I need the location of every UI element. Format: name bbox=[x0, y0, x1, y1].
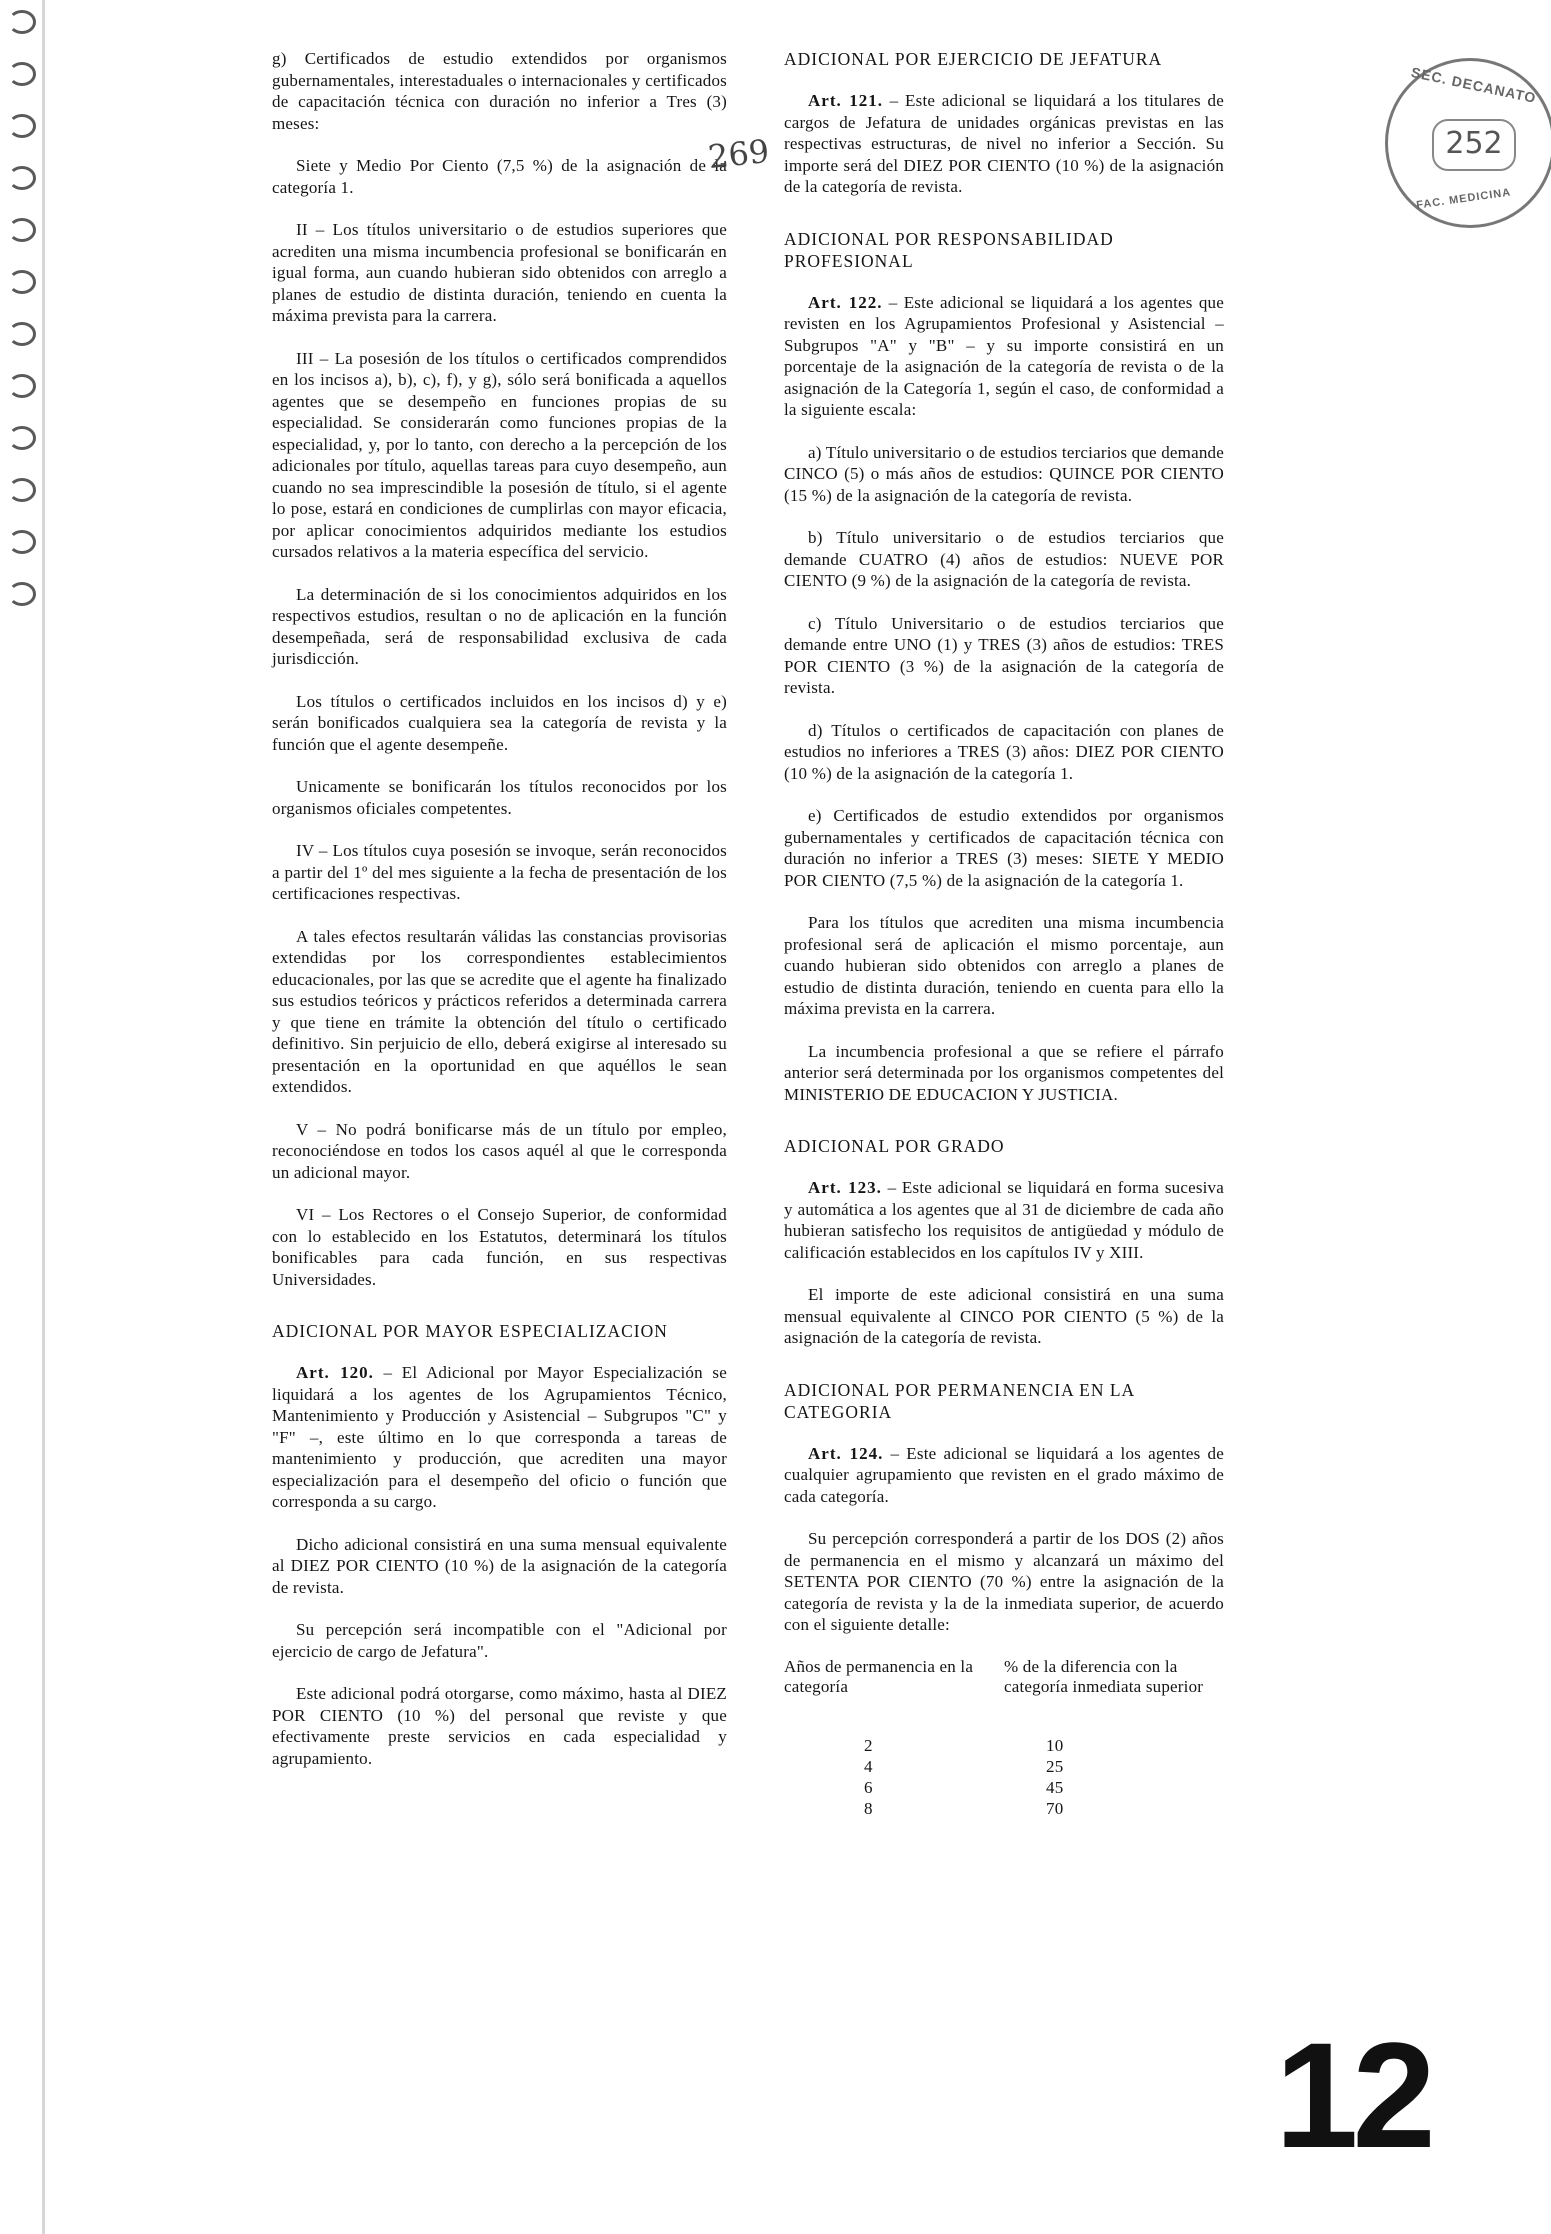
paragraph: Dicho adicional consistirá en una suma mensual equivalente al DIEZ POR CIENTO (10 %) de la asignación de la categoría de revista. bbox=[272, 1534, 727, 1597]
scale-item: c) Título Universitario o de estudios terciarios que demande entre UNO (1) y TRES (3) años de estudios: TRES POR CIENTO (3 %) de la asignación de la categoría de revista. bbox=[784, 613, 1224, 697]
binder-ring bbox=[8, 62, 36, 86]
page-edge bbox=[42, 0, 45, 2234]
table-cell-years: 2 bbox=[864, 1735, 873, 1755]
scale-item: b) Título universitario o de estudios terciarios que demande CUATRO (4) años de estudios: NUEVE POR CIENTO (9 %) de la asignación de la categoría de revista. bbox=[784, 528, 1224, 590]
binder-ring bbox=[8, 218, 36, 242]
table-cell-percentage: 25 bbox=[1046, 1756, 1064, 1776]
section-heading: ADICIONAL POR PERMANENCIA EN LA CATEGORIA bbox=[784, 1379, 1135, 1422]
stamp-bottom-text: FAC. MEDICINA bbox=[1415, 186, 1512, 212]
paragraph: III – La posesión de los títulos o certificados comprendidos en los incisos a), b), c), f), y g), sólo será bonificada a aquellos agentes que se desempeño en funciones propias de su especialidad. Se considerarán como funciones propias de la especialidad, y, por lo tanto, con derecho a la percepción de los adicionales por título, aquellas tareas para cuyo desempeño, aun cuando no sea imprescindible la posesión de título, si el agente lo pose, estará en condiciones de cumplirlas con mayor eficacia, por aplicar conocimientos adquiridos mediante los estudios cursados relativos a la materia específica del servicio. bbox=[272, 348, 727, 561]
binder-ring bbox=[8, 582, 36, 606]
paragraph: Para los títulos que acrediten una misma incumbencia profesional será de aplicación el mismo porcentaje, aun cuando hubieran sido obtenidos con arreglo a planes de estudio de distinta duración, teniendo en cuenta para ello la máxima prevista en la carrera. bbox=[784, 913, 1224, 1018]
table-header-years: Años de permanencia en la categoría bbox=[784, 1656, 974, 1696]
article-text: – Este adicional se liquidará en forma sucesiva y automática a los agentes que al 31 de diciembre de cada año hubieran satisfecho los requisitos de antigüedad y módulo de calificación establecidos en los capítulos IV y XIII. bbox=[784, 1178, 1225, 1262]
table-cell-years: 4 bbox=[864, 1756, 873, 1776]
article-number: Art. 124. bbox=[808, 1443, 884, 1463]
scale-item: d) Títulos o certificados de capacitación con planes de estudios no inferiores a TRES (3) años: DIEZ POR CIENTO (10 %) de la asignación de la categoría 1. bbox=[784, 720, 1224, 783]
handwritten-folio-number: 269 bbox=[706, 131, 771, 177]
paragraph: V – No podrá bonificarse más de un título por empleo, reconociéndose en todos los casos aquél al que le corresponda un adicional mayor. bbox=[272, 1119, 727, 1182]
paragraph: g) Certificados de estudio extendidos por organismos gubernamentales, interestaduales o internacionales y certificados de capacitación técnica con duración no inferior a Tres (3) meses: bbox=[272, 49, 727, 133]
section-heading: ADICIONAL POR EJERCICIO DE JEFATURA bbox=[784, 49, 1163, 69]
table-row bbox=[784, 1798, 1224, 1819]
paragraph: Su percepción será incompatible con el "Adicional por ejercicio de cargo de Jefatura". bbox=[272, 1620, 727, 1661]
table-row bbox=[784, 1756, 1224, 1777]
article-number: Art. 122. bbox=[808, 292, 883, 312]
binder-ring bbox=[8, 166, 36, 190]
binder-ring bbox=[8, 374, 36, 398]
left-column bbox=[272, 48, 727, 1790]
section-heading: ADICIONAL POR GRADO bbox=[784, 1136, 1005, 1156]
binder-ring bbox=[8, 478, 36, 502]
table-header-percentage: % de la diferencia con la categoría inmediata superior bbox=[1004, 1656, 1204, 1696]
table-row bbox=[784, 1735, 1224, 1756]
stamp-top-text: SEC. DECANATO bbox=[1409, 63, 1538, 107]
binder-ring bbox=[8, 114, 36, 138]
article-number: Art. 123. bbox=[808, 1178, 882, 1197]
article-paragraph bbox=[784, 1177, 1224, 1263]
paragraph: Los títulos o certificados incluidos en los incisos d) y e) serán bonificados cualquiera sea la categoría de revista y la función que el agente desempeñe. bbox=[272, 691, 727, 754]
page-number: 12 bbox=[1275, 2011, 1430, 2179]
article-text: – Este adicional se liquidará a los titulares de cargos de Jefatura de unidades orgánicas previstas en las respectivas estructuras, de nivel no inferior a Sección. Su importe será del DIEZ POR CIENTO (10 %) de la asignación de la categoría de revista. bbox=[784, 91, 1225, 196]
article-paragraph bbox=[784, 292, 1224, 421]
table-cell-percentage: 45 bbox=[1046, 1777, 1064, 1797]
article-number: Art. 120. bbox=[296, 1363, 374, 1382]
paragraph: La determinación de si los conocimientos adquiridos en los respectivos estudios, resultan o no de aplicación en la función desempeñada, será de responsabilidad exclusiva de cada jurisdicción. bbox=[272, 584, 727, 668]
paragraph: VI – Los Rectores o el Consejo Superior, de conformidad con lo establecido en los Estatutos, determinará los títulos bonificables para cada función, en sus respectivas Universidades. bbox=[272, 1205, 727, 1289]
article-text: – El Adicional por Mayor Especialización se liquidará a los agentes de los Agrupamientos Técnico, Mantenimiento y Producción y Asistencial – Subgrupos "C" y "F" –, este último en lo que corresponda a tareas de mantenimiento y producción, que acrediten una mayor especialización para el desempeño del oficio o función que corresponda a su cargo. bbox=[272, 1363, 727, 1511]
section-heading: ADICIONAL POR RESPONSABILIDAD PROFESIONAL bbox=[784, 228, 1114, 271]
paragraph: Su percepción corresponderá a partir de los DOS (2) años de permanencia en el mismo y alcanzará un máximo del SETENTA POR CIENTO (70 %) entre la asignación de la categoría de revista y la de la inmediata superior, de acuerdo con el siguiente detalle: bbox=[784, 1529, 1224, 1634]
paragraph: El importe de este adicional consistirá en una suma mensual equivalente al CINCO POR CIENTO (5 %) de la asignación de la categoría de revista. bbox=[784, 1285, 1224, 1347]
binder-ring bbox=[8, 530, 36, 554]
article-number: Art. 121. bbox=[808, 91, 883, 110]
article-paragraph bbox=[784, 90, 1224, 198]
paragraph: IV – Los títulos cuya posesión se invoque, serán reconocidos a partir del 1º del mes siguiente a la fecha de presentación de los certificaciones respectivas. bbox=[272, 841, 727, 903]
right-column bbox=[784, 48, 1224, 1819]
paragraph: Este adicional podrá otorgarse, como máximo, hasta al DIEZ POR CIENTO (10 %) del personal que reviste y que efectivamente preste servicios en cada especialidad y agrupamiento. bbox=[272, 1684, 727, 1768]
table-cell-percentage: 10 bbox=[1046, 1735, 1064, 1755]
paragraph: A tales efectos resultarán válidas las constancias provisorias extendidas por los correspondientes establecimientos educacionales, por las que se acredite que el agente ha finalizado sus estudios teóricos y prácticos referidos a determinada carrera y que tiene en trámite la obtención del título o certificado definitivo. Sin perjuicio de ello, deberá exigirse al interesado su presentación en la oportunidad en que aquéllos le sean extendidos. bbox=[272, 926, 727, 1096]
binder-ring bbox=[8, 322, 36, 346]
table-cell-years: 8 bbox=[864, 1798, 873, 1818]
table-cell-percentage: 70 bbox=[1046, 1798, 1064, 1818]
section-heading: ADICIONAL POR MAYOR ESPECIALIZACION bbox=[272, 1321, 668, 1341]
article-paragraph bbox=[272, 1362, 727, 1513]
binder-rings bbox=[0, 0, 48, 2234]
article-text: – Este adicional se liquidará a los agentes de cualquier agrupamiento que revisten en el grado máximo de cada categoría. bbox=[784, 1443, 1224, 1506]
table-header-row bbox=[784, 1657, 1224, 1735]
table-cell-years: 6 bbox=[864, 1777, 873, 1797]
permanence-table bbox=[784, 1657, 1224, 1819]
article-paragraph bbox=[784, 1443, 1224, 1508]
binder-ring bbox=[8, 270, 36, 294]
paragraph: Unicamente se bonificarán los títulos reconocidos por los organismos oficiales competentes. bbox=[272, 777, 727, 818]
paragraph: La incumbencia profesional a que se refiere el párrafo anterior será determinada por los organismos competentes del MINISTERIO DE EDUCACION Y JUSTICIA. bbox=[784, 1041, 1224, 1104]
paragraph: II – Los títulos universitario o de estudios superiores que acrediten una misma incumbencia profesional se bonificarán en igual forma, aun cuando hubieran sido obtenidos con arreglo a planes de estudio de distinta duración, teniendo en cuenta la máxima prevista para la carrera. bbox=[272, 220, 727, 325]
paragraph: Siete y Medio Por Ciento (7,5 %) de la asignación de la categoría 1. bbox=[272, 156, 727, 197]
scale-item: a) Título universitario o de estudios terciarios que demande CINCO (5) o más años de estudios: QUINCE POR CIENTO (15 %) de la asignación de la categoría de revista. bbox=[784, 442, 1224, 505]
binder-ring bbox=[8, 426, 36, 450]
article-text: – Este adicional se liquidará a los agentes que revisten en los Agrupamientos Profesional y Asistencial – Subgrupos "A" y "B" – y su importe consistirá en un porcentaje de la asignación de la categoría de revista o de la asignación de la Categoría 1, según el caso, de conformidad a la siguiente escala: bbox=[784, 292, 1225, 419]
table-row bbox=[784, 1777, 1224, 1798]
scale-item: e) Certificados de estudio extendidos por organismos gubernamentales y certificados de capacitación técnica con duración no inferior a TRES (3) meses: SIETE Y MEDIO POR CIENTO (7,5 %) de la asignación de la categoría 1. bbox=[784, 806, 1224, 890]
binder-ring bbox=[8, 10, 36, 34]
official-stamp bbox=[1385, 58, 1551, 228]
stamp-number: 252 bbox=[1432, 119, 1516, 171]
